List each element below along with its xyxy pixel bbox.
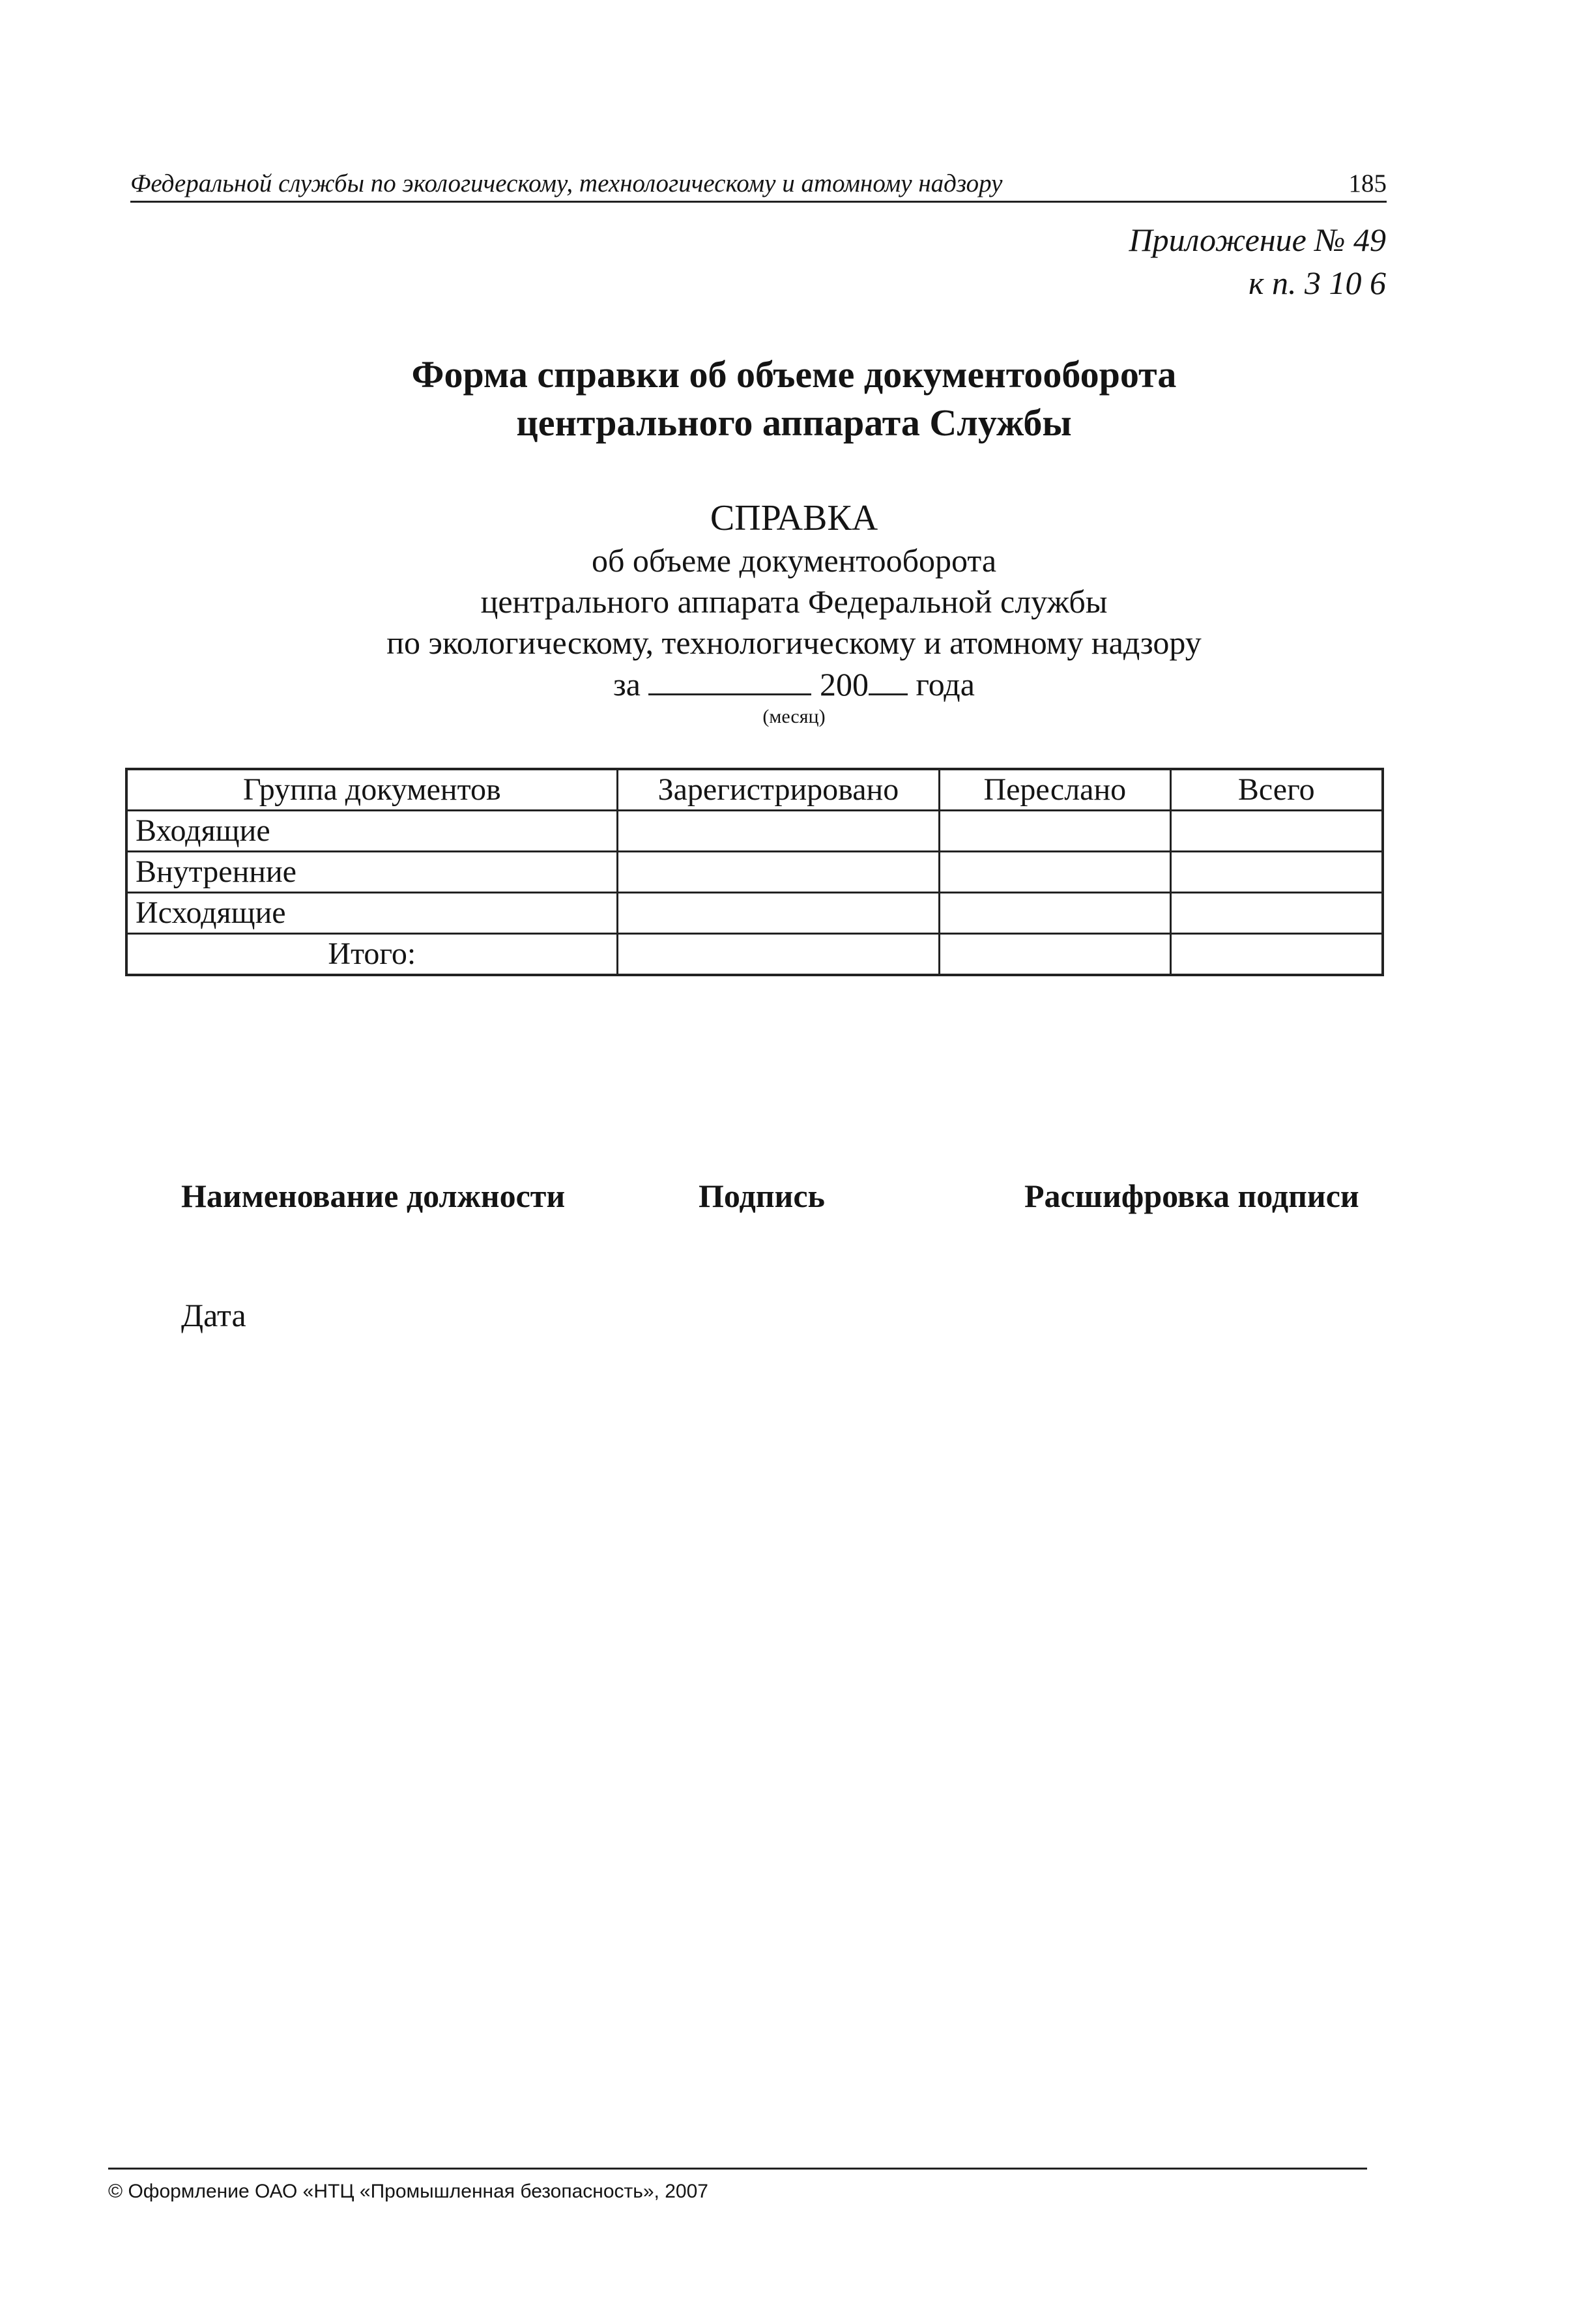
- row-label-incoming: Входящие: [126, 811, 617, 852]
- table-cell[interactable]: [940, 811, 1170, 852]
- appendix-reference: к п. 3 10 6: [1249, 265, 1386, 301]
- table-cell[interactable]: [617, 934, 939, 976]
- form-title: [0, 351, 1588, 447]
- document-flow-table: [125, 768, 1384, 976]
- header-rule: [130, 201, 1387, 203]
- position-title-label: Наименование должности: [181, 1178, 566, 1214]
- appendix-number: Приложение № 49: [1129, 222, 1386, 258]
- year-prefix: 200: [819, 666, 869, 703]
- period-prefix: за: [613, 666, 641, 703]
- month-caption: (месяц): [762, 706, 826, 727]
- table-total-row: [126, 934, 1383, 976]
- table-cell[interactable]: [1170, 811, 1383, 852]
- table-cell[interactable]: [940, 893, 1170, 934]
- total-label: Итого:: [126, 934, 617, 976]
- table-row: [126, 811, 1383, 852]
- year-blank[interactable]: [869, 665, 908, 695]
- form-title-line-2: центрального аппарата Службы: [516, 401, 1072, 444]
- certificate-line-1: об объеме документооборота: [591, 542, 997, 579]
- running-header-title: Федеральной службы по экологическому, технологическому и атомному надзору: [130, 169, 1003, 197]
- table-cell[interactable]: [617, 811, 939, 852]
- footer-rule: [108, 2168, 1367, 2170]
- table-cell[interactable]: [1170, 934, 1383, 976]
- page-number: 185: [1348, 169, 1387, 197]
- table-row: [126, 852, 1383, 893]
- table-row: [126, 893, 1383, 934]
- signature-label: Подпись: [699, 1178, 825, 1214]
- certificate-heading: СПРАВКА: [710, 498, 878, 538]
- table-cell[interactable]: [940, 852, 1170, 893]
- certificate-line-3: по экологическому, технологическому и атомному надзору: [386, 624, 1202, 661]
- table-cell[interactable]: [940, 934, 1170, 976]
- certificate-line-2: центрального аппарата Федеральной службы: [480, 583, 1108, 620]
- form-title-line-1: Форма справки об объеме документооборота: [411, 353, 1177, 396]
- table-cell[interactable]: [1170, 852, 1383, 893]
- table-cell[interactable]: [617, 852, 939, 893]
- period-line: [0, 663, 1588, 705]
- row-label-internal: Внутренние: [126, 852, 617, 893]
- running-header: [130, 168, 1387, 199]
- row-label-outgoing: Исходящие: [126, 893, 617, 934]
- year-suffix: года: [916, 666, 975, 703]
- footer-copyright: © Оформление ОАО «НТЦ «Промышленная безопасность», 2007: [108, 2181, 708, 2202]
- column-header-registered: Зарегистрировано: [617, 769, 939, 811]
- table-header-row: [126, 769, 1383, 811]
- date-label: Дата: [181, 1297, 246, 1333]
- column-header-forwarded: Переслано: [940, 769, 1170, 811]
- column-header-total: Всего: [1170, 769, 1383, 811]
- signature-decoding-label: Расшифровка подписи: [1024, 1178, 1359, 1214]
- table-cell[interactable]: [1170, 893, 1383, 934]
- table-cell[interactable]: [617, 893, 939, 934]
- column-header-group: Группа документов: [126, 769, 617, 811]
- month-blank[interactable]: [648, 665, 811, 695]
